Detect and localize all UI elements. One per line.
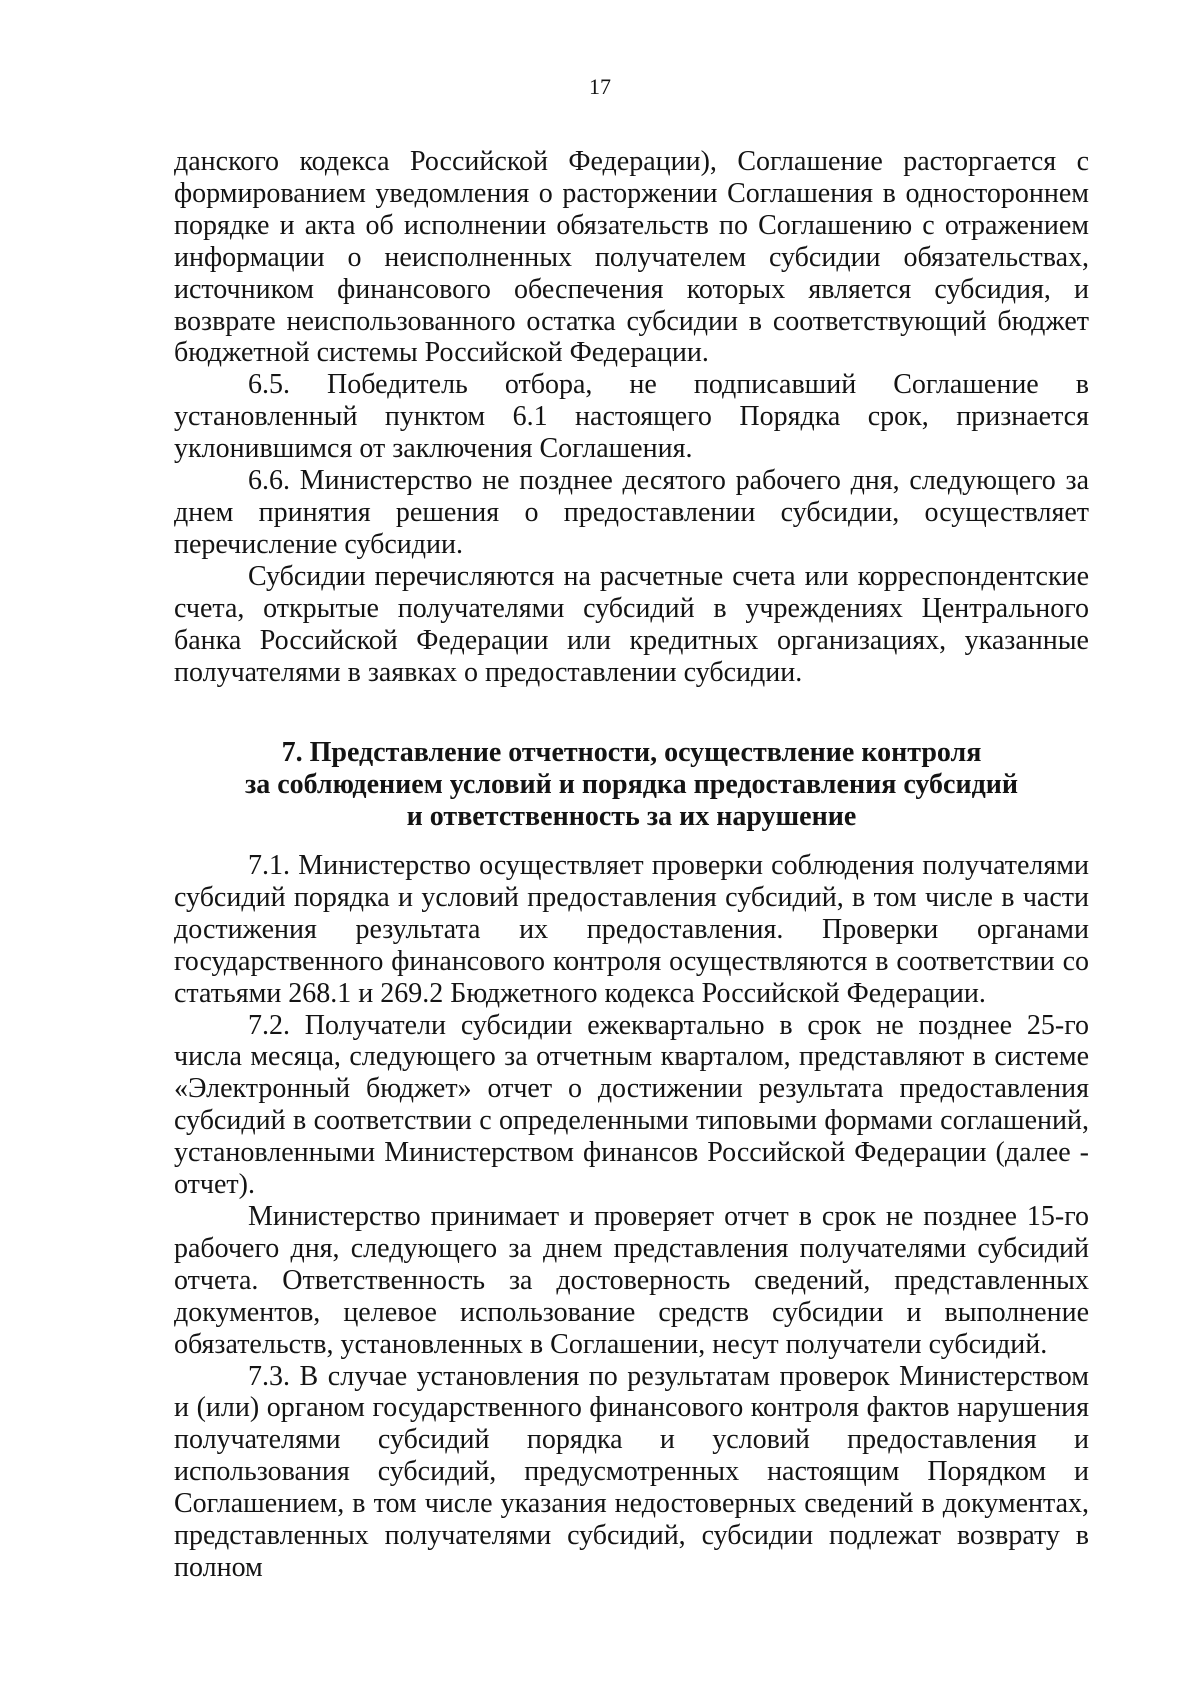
paragraph-6-5: 6.5. Победитель отбора, не подписавший Соглашение в установленный пунктом 6.1 настоящего Порядка срок, признается уклонившимся от заключения Соглашения. [174,369,1089,465]
continued-section-6-text [174,146,1089,688]
paragraph-7-2: 7.2. Получатели субсидии ежеквартально в срок не позднее 25-го числа месяца, следующего за отчетным кварталом, представляют в системе «Электронный бюджет» отчет о достижении результата предоставления субсидий в соответствии с определенными типовыми формами соглашений, установленными Министерством финансов Российской Федерации (далее - отчет). [174,1009,1089,1201]
paragraph-continuation: данского кодекса Российской Федерации), Соглашение расторгается с формированием уведомления о расторжении Соглашения в одностороннем порядке и акта об исполнении обязательств по Соглашению с отражением информации о неисполненных получателем субсидии обязательствах, источником финансового обеспечения которых является субсидия, и возврате неиспользованного остатка субсидии в соответствующий бюджет бюджетной системы Российской Федерации. [174,146,1089,369]
paragraph-subsidy-transfer: Субсидии перечисляются на расчетные счета или корреспондентские счета, открытые получателями субсидий в учреждениях Центрального банка Российской Федерации или кредитных организациях, указанные получателями в заявках о предоставлении субсидии. [174,560,1089,688]
section-7-heading-line: 7. Представление отчетности, осуществление контроля [281,737,982,768]
section-7-heading [174,737,1089,833]
section-7-text [174,850,1089,1584]
paragraph-report-review: Министерство принимает и проверяет отчет в срок не позднее 15-го рабочего дня, следующего за днем представления получателями субсидий отчета. Ответственность за достоверность сведений, представленных документов, целевое использование средств субсидии и выполнение обязательств, установленных в Соглашении, несут получатели субсидий. [174,1200,1089,1360]
section-7-heading-line: и ответственность за их нарушение [406,801,857,832]
paragraph-6-6: 6.6. Министерство не позднее десятого рабочего дня, следующего за днем принятия решения о предоставлении субсидии, осуществляет перечисление субсидии. [174,465,1089,560]
paragraph-7-1: 7.1. Министерство осуществляет проверки соблюдения получателями субсидий порядка и условий предоставления субсидий, в том числе в части достижения результата их предоставления. Проверки органами государственного финансового контроля осуществляются в соответствии со статьями 268.1 и 269.2 Бюджетного кодекса Российской Федерации. [174,850,1089,1009]
page-number: 17 [589,74,611,99]
paragraph-7-3: 7.3. В случае установления по результатам проверок Министерством и (или) органом государственного финансового контроля фактов нарушения получателями субсидий порядка и условий предоставления и использования субсидий, предусмотренных настоящим Порядком и Соглашением, в том числе указания недостоверных сведений в документах, представленных получателями субсидий, субсидии подлежат возврату в полном [174,1360,1089,1583]
section-7-heading-line: за соблюдением условий и порядка предоставления субсидий [244,769,1019,800]
